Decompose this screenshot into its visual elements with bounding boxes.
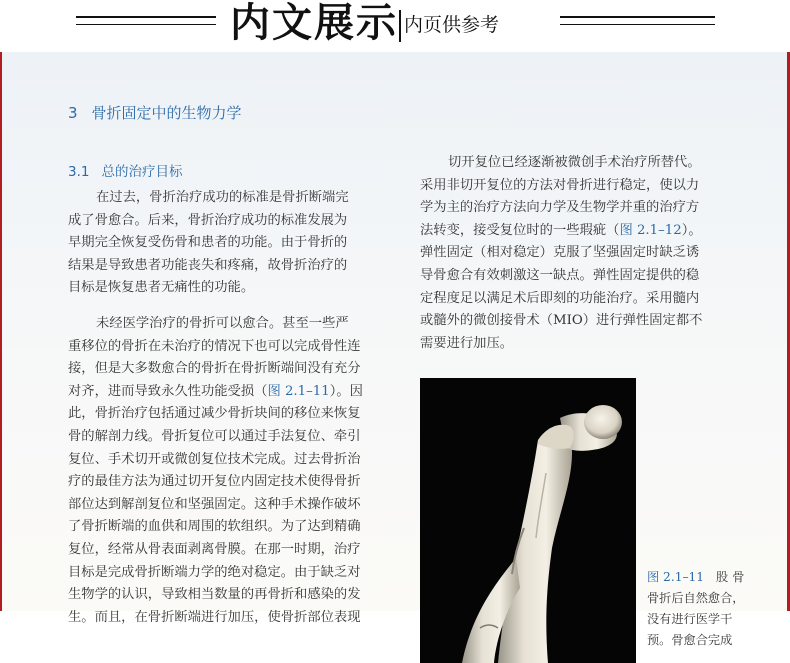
banner-rule-left-top	[76, 16, 216, 18]
text-segment: 法转变，接受复位时的一些瑕疵（	[420, 222, 620, 238]
text-line: 目标是完成骨折断端力学的绝对稳定。由于缺乏对	[68, 564, 361, 580]
caption-line	[647, 567, 757, 588]
text-line: 复位、手术切开或微创复位技术完成。过去骨折治	[68, 451, 361, 467]
caption-line: 预。骨愈合完成	[647, 633, 733, 647]
banner-subtitle: 内页供参考	[404, 14, 500, 36]
text-line: 疗的最佳方法为通过切开复位内固定技术使得骨折	[68, 474, 361, 490]
banner-title: 内文展示	[230, 0, 398, 46]
figure-caption	[647, 567, 757, 651]
text-line-with-figure-reference	[420, 220, 742, 243]
text-line: 学为主的治疗方法向力学及生物学并重的治疗方	[420, 200, 700, 216]
text-segment: 对齐，进而导致永久性功能受损（	[68, 383, 268, 399]
text-line: 部位达到解剖复位和坚强固定。这种手术操作破坏	[68, 496, 361, 512]
text-line: 复位，经常从骨表面剥离骨膜。在那一时期，治疗	[68, 541, 361, 557]
text-line-with-figure-reference	[68, 381, 390, 404]
text-line: 未经医学治疗的骨折可以愈合。甚至一些严	[96, 315, 349, 331]
subsection-title: 总的治疗目标	[101, 164, 183, 180]
paragraph-gap	[68, 300, 390, 313]
text-line: 导骨愈合有效刺激这一缺点。弹性固定提供的稳	[420, 267, 700, 283]
text-line: 采用非切开复位的方法对骨折进行稳定，使以力	[420, 177, 700, 193]
text-line: 生。而且，在骨折断端进行加压，使骨折部位表现	[68, 609, 361, 625]
text-line: 接，但是大多数愈合的骨折在骨折断端间没有充分	[68, 361, 361, 377]
text-line: 目标是恢复患者无痛性的功能。	[68, 280, 255, 296]
left-text-column	[68, 187, 390, 629]
text-line: 早期完全恢复受伤骨和患者的功能。由于骨折的	[68, 235, 348, 251]
book-page	[2, 52, 787, 647]
figure-reference-link[interactable]: 图 2.1–11	[267, 383, 330, 399]
banner-rule-right-top	[560, 16, 715, 18]
text-line: 成了骨愈合。后来，骨折治疗成功的标准发展为	[68, 212, 348, 228]
banner-rule-left-bottom	[76, 24, 216, 25]
femur-specimen-photo	[420, 378, 636, 663]
text-line: 了骨折断端的血供和周围的软组织。为了达到精确	[68, 519, 361, 535]
subsection-heading	[68, 160, 182, 180]
text-line: 定程度足以满足术后即刻的功能治疗。采用髓内	[420, 290, 700, 306]
section-number: 3	[68, 104, 78, 122]
figure-reference-link[interactable]: 图 2.1–12	[619, 222, 682, 238]
caption-line: 没有进行医学干	[647, 612, 733, 626]
text-line: 弹性固定（相对稳定）克服了坚强固定时缺乏诱	[420, 245, 700, 261]
section-heading	[68, 102, 242, 123]
text-line: 在过去，骨折治疗成功的标准是骨折断端完	[96, 190, 349, 205]
banner-divider	[399, 10, 401, 42]
caption-text: 股骨	[716, 570, 749, 584]
text-line: 切开复位已经逐渐被微创手术治疗所替代。	[448, 155, 701, 170]
text-segment: ）。因	[329, 383, 363, 399]
text-segment: ）。	[681, 222, 702, 238]
text-line: 重移位的骨折在未治疗的情况下也可以完成骨性连	[68, 338, 361, 354]
figure-label: 图 2.1–11	[647, 570, 705, 584]
text-line: 骨的解剖力线。骨折复位可以通过手法复位、牵引	[68, 428, 361, 444]
right-text-column	[420, 152, 742, 355]
subsection-number: 3.1	[68, 164, 90, 180]
banner-rule-right-bottom	[560, 24, 715, 25]
caption-line: 骨折后自然愈合，	[647, 591, 745, 605]
text-line: 结果是导致患者功能丧失和疼痛，故骨折治疗的	[68, 257, 348, 273]
banner	[0, 0, 790, 52]
femur-bone-illustration	[420, 378, 636, 663]
section-title: 骨折固定中的生物力学	[91, 104, 242, 122]
text-line: 生物学的认识，导致相当数量的再骨折和感染的发	[68, 587, 361, 603]
text-line: 或髓外的微创接骨术（MIO）进行弹性固定都不	[420, 313, 703, 329]
text-line: 需要进行加压。	[420, 335, 514, 351]
text-line: 此，骨折治疗包括通过减少骨折块间的移位来恢复	[68, 406, 361, 422]
